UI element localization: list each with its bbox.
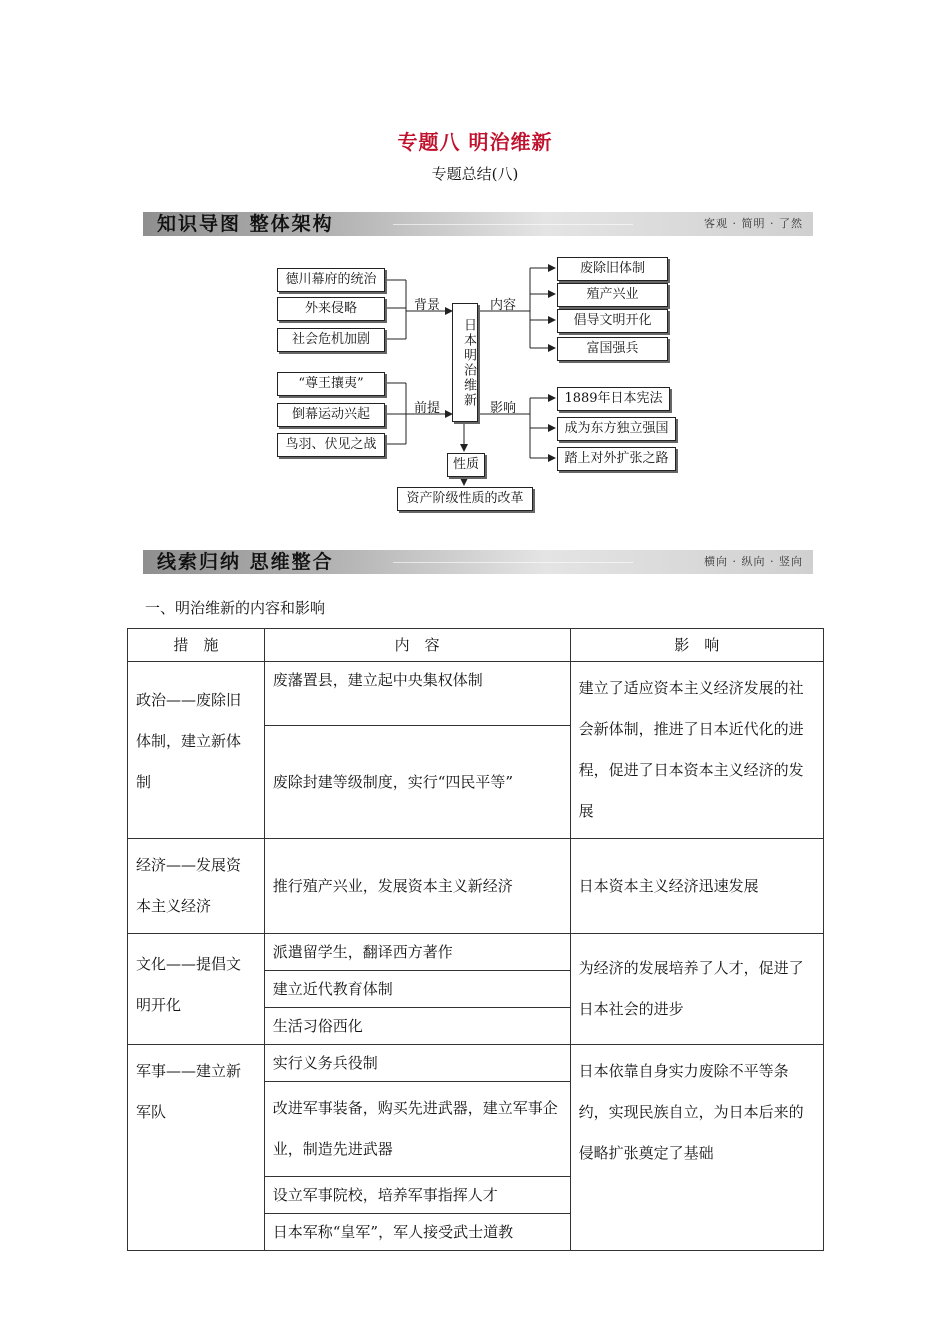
measure-cell: 经济——发展资本主义经济 (128, 839, 265, 934)
impact-item: 1889年日本宪法 (557, 387, 670, 411)
impact-cell: 建立了适应资本主义经济发展的社会新体制，推进了日本近代化的进程，促进了日本资本主义经济的发展 (570, 662, 823, 839)
banner-clue-summary (143, 550, 813, 574)
impact-item: 踏上对外扩张之路 (557, 447, 676, 471)
background-item: 社会危机加剧 (277, 328, 385, 352)
banner-heading: 线索归纳 思维整合 (157, 551, 334, 573)
content-item: 殖产兴业 (557, 283, 668, 307)
content-cell: 设立军事院校，培养军事指挥人才 (264, 1177, 570, 1214)
measure-cell: 政治——废除旧体制，建立新体制 (128, 662, 265, 839)
impact-cell: 日本依靠自身实力废除不平等条约，实现民族自立，为日本后来的侵略扩张奠定了基础 (570, 1045, 823, 1251)
page-subtitle: 专题总结(八) (431, 165, 519, 183)
background-item: 德川幕府的统治 (277, 268, 385, 292)
content-cell: 废藩置县，建立起中央集权体制 (264, 662, 570, 726)
background-label: 背景 (414, 298, 441, 313)
table-header: 影 响 (570, 629, 823, 662)
center-node: 日本明治维新 (452, 303, 478, 422)
content-cell: 日本军称“皇军”，军人接受武士道教 (264, 1214, 570, 1251)
content-cell: 实行义务兵役制 (264, 1045, 570, 1082)
premise-item: “尊王攘夷” (277, 372, 385, 396)
measure-cell: 文化——提倡文明开化 (128, 934, 265, 1045)
impact-cell: 为经济的发展培养了人才，促进了日本社会的进步 (570, 934, 823, 1045)
impact-cell: 日本资本主义经济迅速发展 (570, 839, 823, 934)
measure-cell: 军事——建立新军队 (128, 1045, 265, 1251)
content-cell: 废除封建等级制度，实行“四民平等” (264, 726, 570, 839)
banner-heading: 知识导图 整体架构 (157, 213, 334, 235)
content-cell: 建立近代教育体制 (264, 971, 570, 1008)
background-item: 外来侵略 (277, 297, 385, 321)
table-row (128, 934, 824, 971)
table-header: 内 容 (264, 629, 570, 662)
banner-tag: 客观 · 简明 · 了然 (704, 217, 803, 230)
premise-item: 鸟羽、伏见之战 (277, 433, 385, 457)
meiji-table (127, 628, 824, 1251)
page-title: 专题八 明治维新 (397, 130, 553, 154)
content-cell: 改进军事装备，购买先进武器，建立军事企业，制造先进武器 (264, 1082, 570, 1177)
table-row (128, 1045, 824, 1082)
content-cell: 派遣留学生，翻译西方著作 (264, 934, 570, 971)
section-title: 一、明治维新的内容和影响 (145, 599, 326, 617)
table-row (128, 839, 824, 934)
nature-label: 性质 (447, 453, 485, 477)
premise-label: 前提 (414, 401, 441, 416)
content-item: 废除旧体制 (557, 257, 668, 281)
table-header: 措 施 (128, 629, 265, 662)
diagram-connectors (0, 0, 950, 520)
content-item: 富国强兵 (557, 337, 668, 361)
nature-item: 资产阶级性质的改革 (397, 487, 533, 511)
content-item: 倡导文明开化 (557, 309, 668, 333)
content-label: 内容 (490, 298, 517, 313)
content-cell: 推行殖产兴业，发展资本主义新经济 (264, 839, 570, 934)
table-header-row (128, 629, 824, 662)
table-row (128, 662, 824, 726)
impact-label: 影响 (490, 401, 517, 416)
content-cell: 生活习俗西化 (264, 1008, 570, 1045)
banner-tag: 横向 · 纵向 · 竖向 (704, 555, 803, 568)
impact-item: 成为东方独立强国 (557, 417, 676, 441)
premise-item: 倒幕运动兴起 (277, 403, 385, 427)
